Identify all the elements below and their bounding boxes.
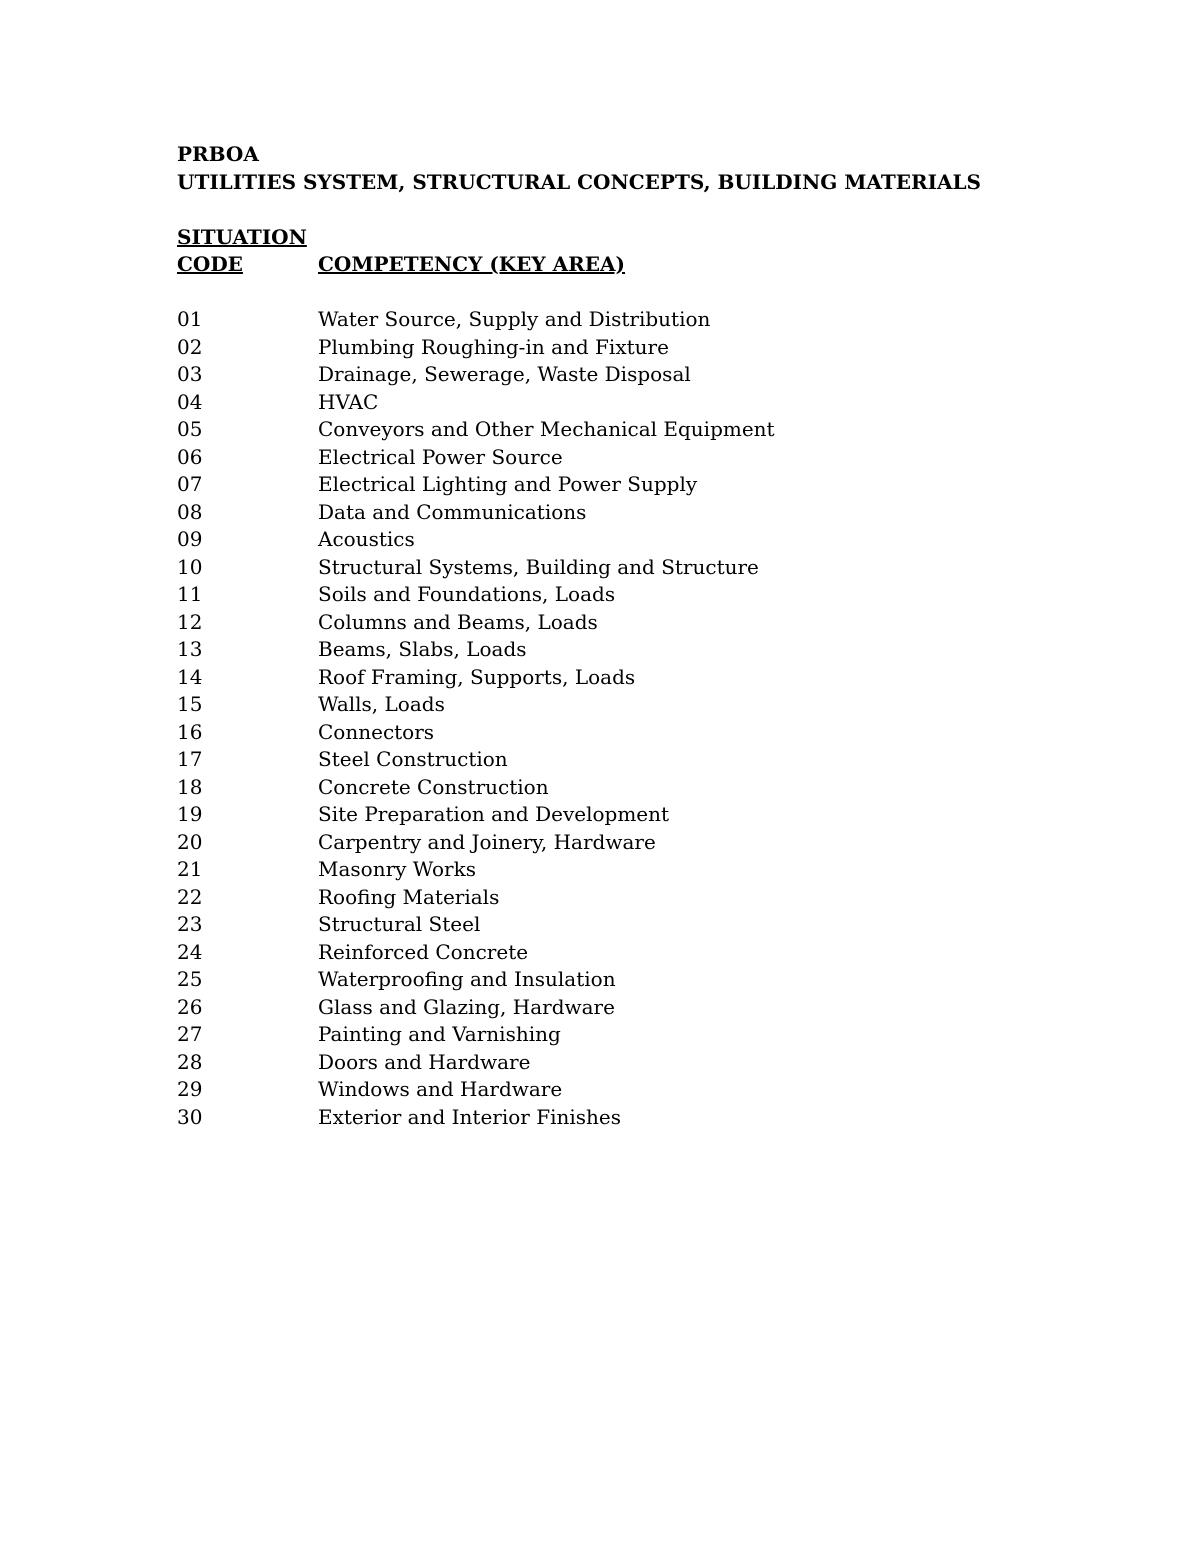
item-area: Columns and Beams, Loads (318, 609, 598, 634)
list-item (177, 334, 1077, 362)
item-code: 28 (177, 1049, 203, 1074)
list-item (177, 691, 1077, 719)
item-code: 16 (177, 719, 203, 744)
item-code: 13 (177, 637, 203, 661)
item-code: 20 (177, 829, 203, 854)
item-area: Reinforced Concrete (318, 939, 529, 964)
spacer (177, 279, 1077, 307)
item-area: Water Source, Supply and Distribution (318, 307, 711, 331)
document-page (177, 141, 1077, 1131)
item-code: 03 (177, 362, 203, 386)
item-area: Acoustics (318, 527, 415, 551)
item-area: Carpentry and Joinery, Hardware (318, 829, 656, 854)
item-area: Painting and Varnishing (318, 1022, 561, 1046)
list-item (177, 939, 1077, 967)
item-code: 24 (177, 939, 203, 964)
list-item (177, 1021, 1077, 1049)
item-area: Connectors (318, 719, 435, 744)
list-item (177, 636, 1077, 664)
list-item (177, 416, 1077, 444)
list-item (177, 389, 1077, 417)
item-code: 27 (177, 1022, 203, 1046)
item-area: Structural Steel (318, 912, 481, 936)
situation-header: SITUATION (177, 224, 307, 249)
item-code: 14 (177, 664, 203, 689)
list-item (177, 1104, 1077, 1132)
item-code: 11 (177, 582, 203, 606)
item-code: 05 (177, 417, 203, 441)
item-code: 06 (177, 444, 203, 469)
list-item (177, 801, 1077, 829)
item-area: Waterproofing and Insulation (318, 967, 616, 991)
item-code: 15 (177, 692, 203, 716)
list-item (177, 829, 1077, 857)
item-code: 08 (177, 499, 203, 524)
document-org: PRBOA (177, 142, 259, 166)
list-item (177, 664, 1077, 692)
list-item (177, 581, 1077, 609)
competency-header: COMPETENCY (KEY AREA) (318, 252, 626, 276)
item-code: 09 (177, 527, 203, 551)
item-area: Electrical Lighting and Power Supply (318, 472, 698, 496)
item-area: Conveyors and Other Mechanical Equipment (318, 417, 775, 441)
item-area: Structural Systems, Building and Structure (318, 554, 759, 579)
item-area: Windows and Hardware (318, 1077, 563, 1101)
item-code: 10 (177, 554, 203, 579)
document-title: UTILITIES SYSTEM, STRUCTURAL CONCEPTS, BUILDING MATERIALS (177, 169, 981, 194)
item-code: 23 (177, 912, 203, 936)
item-area: Drainage, Sewerage, Waste Disposal (318, 362, 691, 386)
item-area: Exterior and Interior Finishes (318, 1104, 621, 1129)
list-item (177, 554, 1077, 582)
list-item (177, 884, 1077, 912)
item-area: Concrete Construction (318, 774, 549, 799)
item-area: Soils and Foundations, Loads (318, 582, 616, 606)
item-area: HVAC (318, 389, 379, 414)
item-area: Beams, Slabs, Loads (318, 637, 527, 661)
list-item (177, 361, 1077, 389)
list-item (177, 746, 1077, 774)
item-code: 18 (177, 774, 203, 799)
item-area: Walls, Loads (318, 692, 445, 716)
table-header (177, 224, 1077, 279)
list-item (177, 911, 1077, 939)
item-code: 21 (177, 857, 203, 881)
item-code: 30 (177, 1104, 203, 1129)
item-area: Plumbing Roughing-in and Fixture (318, 334, 669, 359)
item-code: 26 (177, 994, 203, 1019)
list-item (177, 526, 1077, 554)
item-code: 01 (177, 307, 203, 331)
item-code: 29 (177, 1077, 203, 1101)
item-code: 25 (177, 967, 203, 991)
item-code: 12 (177, 609, 203, 634)
item-area: Roof Framing, Supports, Loads (318, 664, 636, 689)
item-area: Doors and Hardware (318, 1049, 531, 1074)
list-item (177, 856, 1077, 884)
item-area: Steel Construction (318, 747, 508, 771)
item-area: Roofing Materials (318, 884, 500, 909)
item-code: 22 (177, 884, 203, 909)
list-item (177, 499, 1077, 527)
item-area: Glass and Glazing, Hardware (318, 994, 615, 1019)
list-item (177, 609, 1077, 637)
item-code: 02 (177, 334, 203, 359)
code-header: CODE (177, 252, 243, 276)
item-code: 17 (177, 747, 203, 771)
list-item (177, 966, 1077, 994)
item-code: 07 (177, 472, 203, 496)
competency-list (177, 306, 1077, 1131)
list-item (177, 306, 1077, 334)
list-item (177, 444, 1077, 472)
item-area: Electrical Power Source (318, 444, 563, 469)
list-item (177, 774, 1077, 802)
item-area: Data and Communications (318, 499, 587, 524)
list-item (177, 471, 1077, 499)
list-item (177, 1049, 1077, 1077)
list-item (177, 719, 1077, 747)
item-area: Site Preparation and Development (318, 802, 670, 826)
list-item (177, 994, 1077, 1022)
list-item (177, 1076, 1077, 1104)
item-code: 19 (177, 802, 203, 826)
item-code: 04 (177, 389, 203, 414)
item-area: Masonry Works (318, 857, 476, 881)
